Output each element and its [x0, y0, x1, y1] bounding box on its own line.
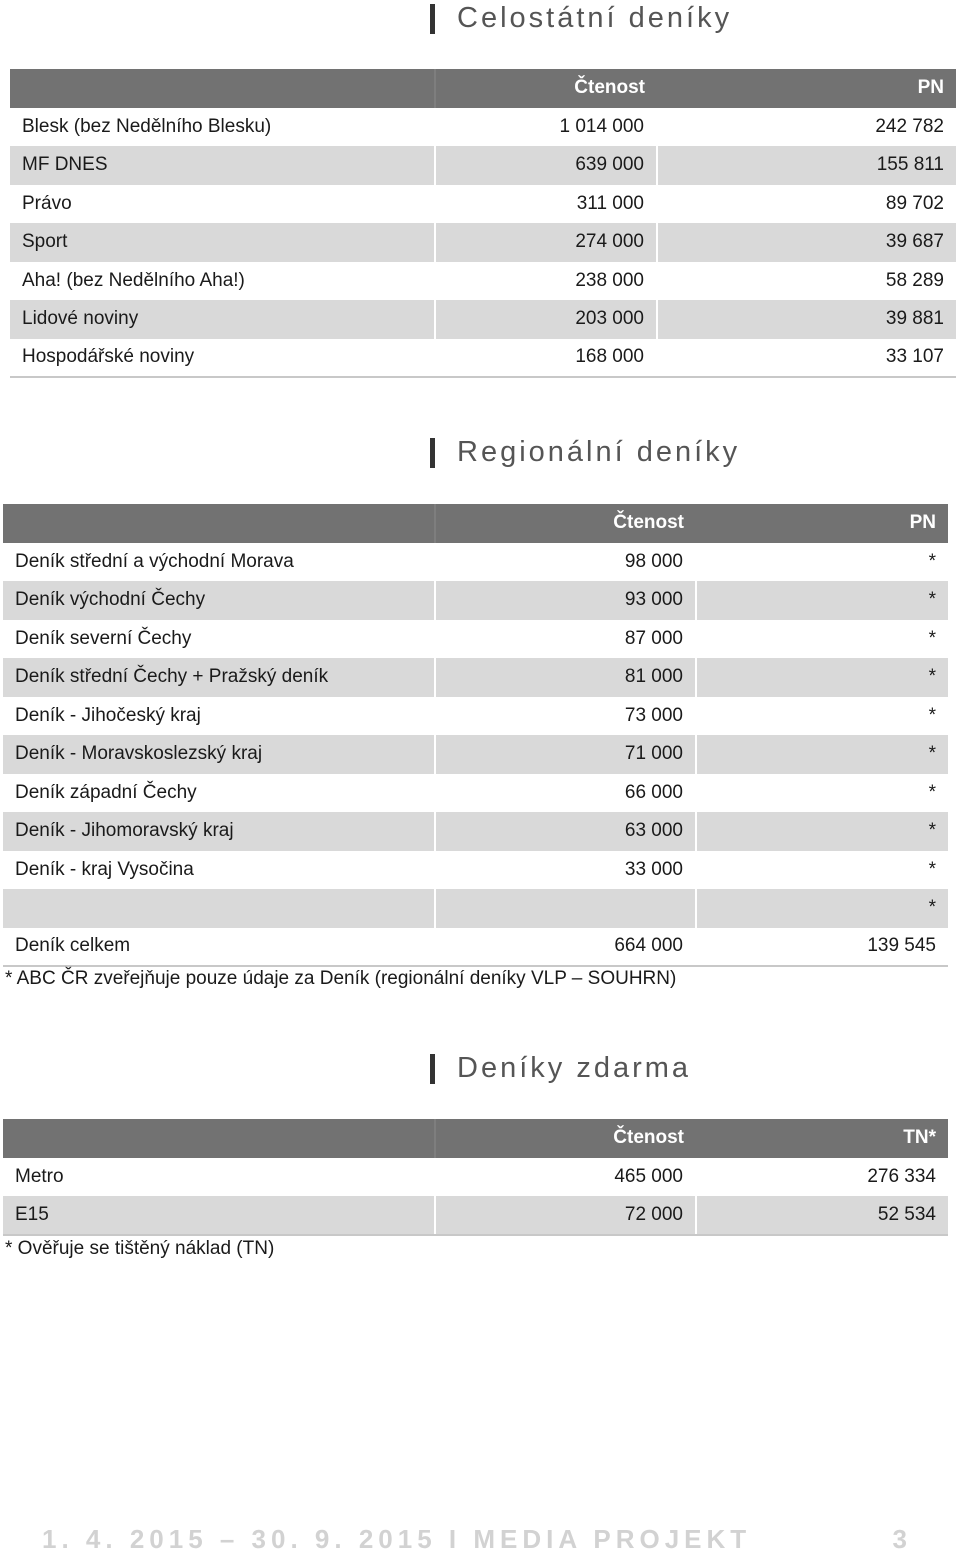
table-row — [10, 185, 956, 224]
table-row — [10, 262, 956, 301]
header-cell-name — [10, 69, 435, 108]
table-row — [3, 697, 948, 736]
cell-naklad: * — [696, 543, 948, 582]
cell-ctenost: 274 000 — [435, 223, 657, 262]
cell-name: Sport — [10, 223, 435, 262]
table-row — [3, 658, 948, 697]
header-cell-ctenost: Čtenost — [435, 504, 696, 543]
cell-ctenost: 81 000 — [435, 658, 696, 697]
cell-naklad: * — [696, 851, 948, 890]
cell-naklad: * — [696, 889, 948, 928]
cell-ctenost: 639 000 — [435, 146, 657, 185]
cell-ctenost: 168 000 — [435, 339, 657, 378]
table-body — [3, 543, 948, 967]
table-row — [3, 620, 948, 659]
table-body — [10, 108, 956, 378]
cell-ctenost: 98 000 — [435, 543, 696, 582]
table-row — [10, 108, 956, 147]
table-row — [10, 339, 956, 378]
cell-name: E15 — [3, 1196, 435, 1235]
cell-naklad: * — [696, 774, 948, 813]
cell-ctenost: 465 000 — [435, 1158, 696, 1197]
section-title-regionalni — [430, 436, 740, 469]
note-zdarma: * Ověřuje se tištěný náklad (TN) — [5, 1238, 275, 1259]
cell-naklad: 52 534 — [696, 1196, 948, 1235]
cell-name: Aha! (bez Nedělního Aha!) — [10, 262, 435, 301]
page-footer — [42, 1524, 922, 1552]
table-row — [3, 812, 948, 851]
header-cell-ctenost: Čtenost — [435, 1119, 696, 1158]
cell-naklad: 242 782 — [657, 108, 956, 147]
header-cell-ctenost: Čtenost — [435, 69, 657, 108]
cell-naklad: * — [696, 812, 948, 851]
section-title-celostatni — [430, 2, 732, 35]
note-regionalni: * ABC ČR zveřejňuje pouze údaje za Deník (regionální deníky VLP – SOUHRN) — [5, 968, 677, 989]
header-row — [3, 1119, 948, 1158]
section-title-zdarma — [430, 1052, 691, 1085]
page-number: 3 — [892, 1524, 912, 1552]
cell-naklad: * — [696, 697, 948, 736]
cell-naklad: 155 811 — [657, 146, 956, 185]
table-row — [3, 889, 948, 928]
title-bar-decoration — [430, 438, 435, 468]
title-bar-decoration — [430, 4, 435, 34]
cell-naklad: 33 107 — [657, 339, 956, 378]
table-row — [3, 851, 948, 890]
cell-ctenost: 66 000 — [435, 774, 696, 813]
table-row — [3, 543, 948, 582]
section-title-text: Deníky zdarma — [457, 1052, 692, 1084]
cell-name: Lidové noviny — [10, 300, 435, 339]
cell-ctenost: 73 000 — [435, 697, 696, 736]
table-header — [3, 504, 948, 543]
cell-ctenost: 1 014 000 — [435, 108, 657, 147]
cell-naklad: * — [696, 581, 948, 620]
header-row — [3, 504, 948, 543]
cell-ctenost: 63 000 — [435, 812, 696, 851]
table-row — [10, 146, 956, 185]
table-zdarma — [3, 1119, 948, 1236]
cell-ctenost: 93 000 — [435, 581, 696, 620]
cell-ctenost: 664 000 — [435, 928, 696, 967]
header-cell-name — [3, 504, 435, 543]
cell-name: Deník střední a východní Morava — [3, 543, 435, 582]
cell-name: Deník - Jihomoravský kraj — [3, 812, 435, 851]
cell-name: Metro — [3, 1158, 435, 1197]
cell-naklad: 39 687 — [657, 223, 956, 262]
cell-ctenost: 71 000 — [435, 735, 696, 774]
cell-name: Hospodářské noviny — [10, 339, 435, 378]
cell-name: Deník - Jihočeský kraj — [3, 697, 435, 736]
cell-name: Právo — [10, 185, 435, 224]
cell-name: Deník východní Čechy — [3, 581, 435, 620]
table-row — [3, 928, 948, 967]
cell-ctenost: 33 000 — [435, 851, 696, 890]
section-title-text: Celostátní deníky — [457, 2, 733, 34]
table-row — [10, 223, 956, 262]
cell-name: Deník - Moravskoslezský kraj — [3, 735, 435, 774]
table-regionalni — [3, 504, 948, 967]
table-row — [3, 1196, 948, 1235]
table-row — [10, 300, 956, 339]
cell-naklad: * — [696, 735, 948, 774]
cell-name: Deník severní Čechy — [3, 620, 435, 659]
cell-naklad: * — [696, 658, 948, 697]
cell-name: Deník západní Čechy — [3, 774, 435, 813]
table-row — [3, 1158, 948, 1197]
cell-ctenost: 238 000 — [435, 262, 657, 301]
cell-name: MF DNES — [10, 146, 435, 185]
cell-naklad: 39 881 — [657, 300, 956, 339]
header-cell-name — [3, 1119, 435, 1158]
cell-naklad: 276 334 — [696, 1158, 948, 1197]
section-title-text: Regionální deníky — [457, 436, 741, 468]
table-row — [3, 774, 948, 813]
cell-name: Blesk (bez Nedělního Blesku) — [10, 108, 435, 147]
cell-naklad: * — [696, 620, 948, 659]
header-cell-naklad: PN — [657, 69, 956, 108]
cell-name: Deník střední Čechy + Pražský deník — [3, 658, 435, 697]
table-row — [3, 735, 948, 774]
header-cell-naklad: TN* — [696, 1119, 948, 1158]
footer-text: 1. 4. 2015 – 30. 9. 2015 I MEDIA PROJEKT — [42, 1524, 752, 1552]
cell-ctenost: 87 000 — [435, 620, 696, 659]
cell-name — [3, 889, 435, 928]
cell-ctenost: 72 000 — [435, 1196, 696, 1235]
header-cell-naklad: PN — [696, 504, 948, 543]
cell-naklad: 58 289 — [657, 262, 956, 301]
cell-name: Deník - kraj Vysočina — [3, 851, 435, 890]
table-celostatni — [10, 69, 956, 378]
table-header — [10, 69, 956, 108]
table-body — [3, 1158, 948, 1235]
cell-ctenost — [435, 889, 696, 928]
cell-name: Deník celkem — [3, 928, 435, 967]
cell-naklad: 89 702 — [657, 185, 956, 224]
header-row — [10, 69, 956, 108]
table-header — [3, 1119, 948, 1158]
title-bar-decoration — [430, 1054, 435, 1084]
cell-ctenost: 311 000 — [435, 185, 657, 224]
cell-naklad: 139 545 — [696, 928, 948, 967]
table-row — [3, 581, 948, 620]
cell-ctenost: 203 000 — [435, 300, 657, 339]
